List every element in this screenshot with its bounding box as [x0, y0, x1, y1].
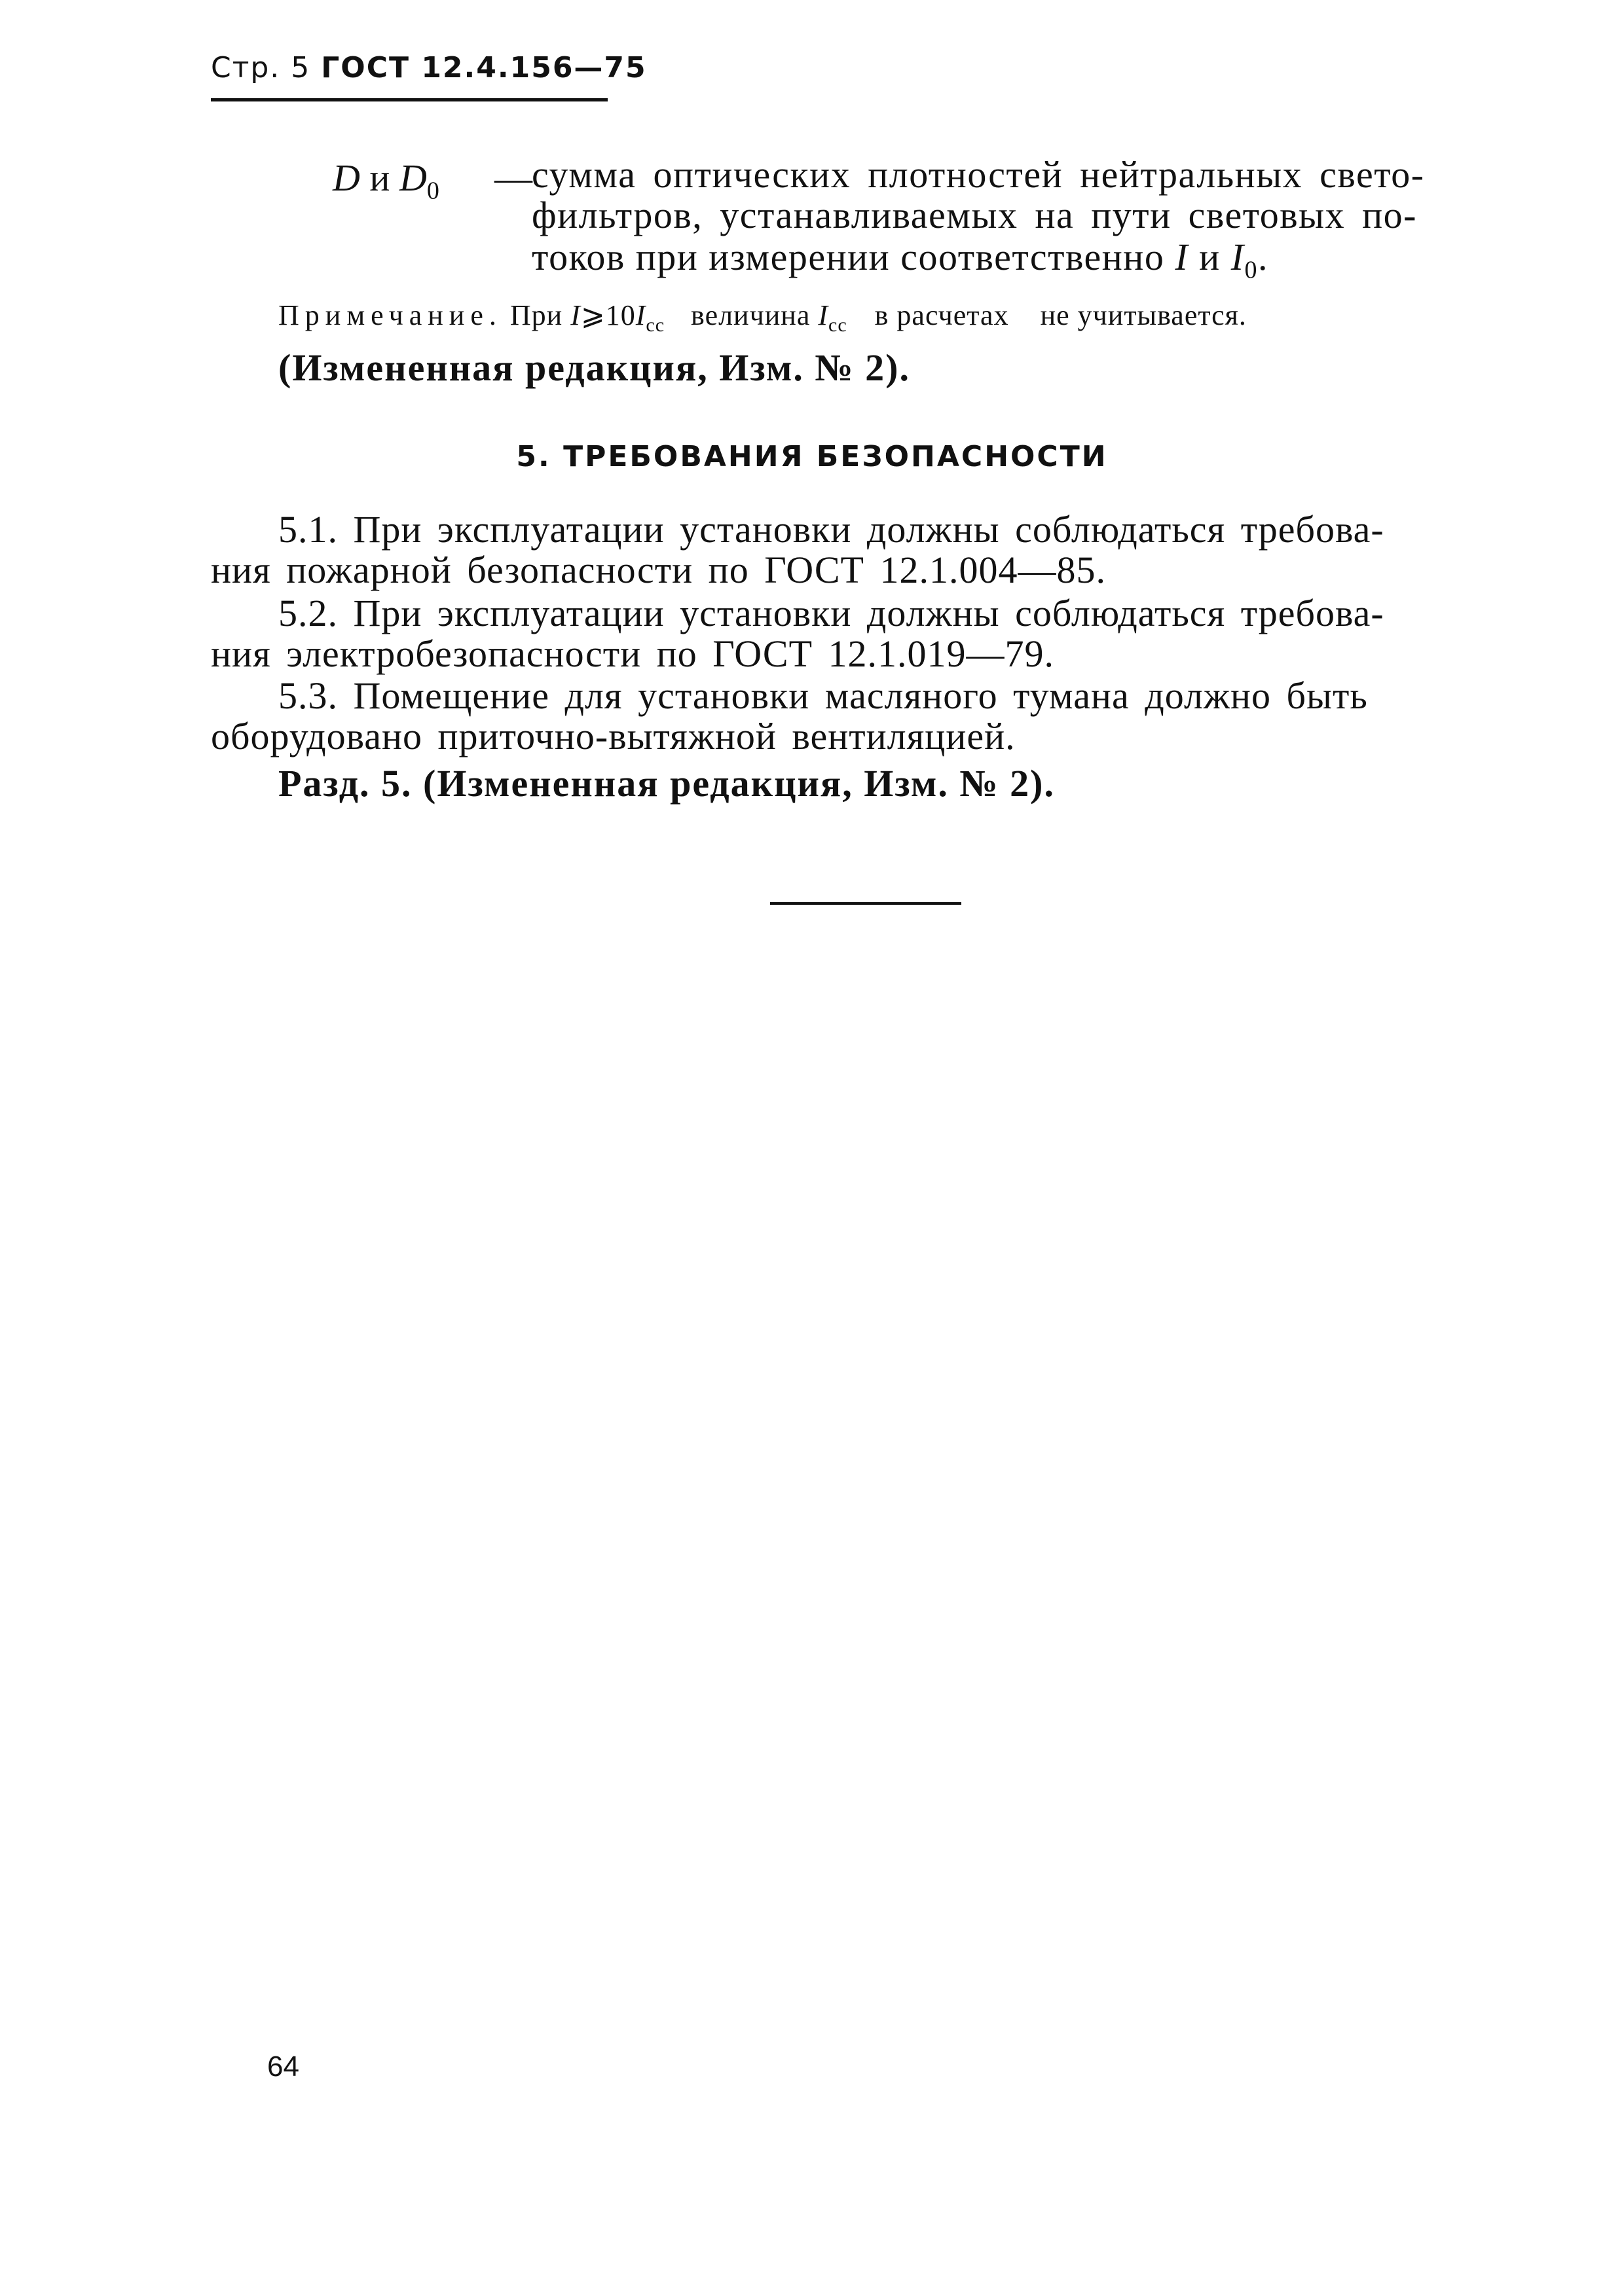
definition-line-1: сумма оптических плотностей нейтральных свето- — [532, 153, 1425, 196]
definition-line-3-text: токов при измерении соответственно — [532, 236, 1175, 278]
symbol-i0: I — [1230, 236, 1245, 278]
note-label: Примечание. — [278, 299, 502, 331]
note-v-raschetah: в расчетах — [874, 299, 1009, 331]
end-rule — [770, 902, 961, 905]
paragraph-5-1-line-1: 5.1. При эксплуатации установки должны соблюдаться требова- — [278, 508, 1384, 551]
page-header — [211, 51, 647, 84]
term-and: и — [369, 156, 390, 199]
note-val-icc-sub: cc — [828, 314, 847, 336]
note-velichina: величина — [691, 299, 811, 331]
page-number: 64 — [267, 2050, 299, 2083]
definition-line-2: фильтров, устанавливаемых на пути световых по- — [532, 194, 1417, 236]
note-cond-i: I — [570, 299, 581, 331]
note-pri: При — [509, 299, 563, 331]
note-val-icc: I — [818, 299, 829, 331]
standard-number: ГОСТ 12.4.156—75 — [321, 51, 647, 84]
amendment-note: (Измененная редакция, Изм. № 2). — [278, 346, 910, 389]
symbol-i: I — [1175, 236, 1189, 278]
definition-line-3-and: и — [1189, 236, 1231, 278]
definition-line-3 — [532, 238, 1268, 283]
symbol-i0-sub: 0 — [1244, 256, 1259, 284]
header-rule — [211, 98, 608, 101]
note — [278, 299, 1247, 337]
term-d: D — [333, 156, 360, 199]
definition-term — [333, 156, 439, 206]
term-d0-sub: 0 — [426, 177, 439, 205]
note-cond-ge: ⩾10 — [580, 299, 636, 331]
paragraph-5-3-line-2: оборудовано приточно-вытяжной вентиляцией. — [211, 715, 1016, 757]
page-prefix: Стр. 5 — [211, 51, 311, 84]
section-title: 5. ТРЕБОВАНИЯ БЕЗОПАСНОСТИ — [516, 440, 1108, 473]
paragraph-5-3-line-1: 5.3. Помещение для установки масляного тумана должно быть — [278, 674, 1368, 717]
definition-line-3-end: . — [1258, 236, 1269, 278]
definition-dash: — — [494, 156, 532, 199]
note-cond-icc: I — [635, 299, 646, 331]
note-ne-uchityvaetsya: не учитывается. — [1040, 299, 1247, 331]
section-amendment: Разд. 5. (Измененная редакция, Изм. № 2). — [278, 762, 1055, 805]
note-cond-icc-sub: cc — [646, 314, 665, 336]
paragraph-5-1-line-2: ния пожарной безопасности по ГОСТ 12.1.004—85. — [211, 549, 1106, 591]
paragraph-5-2-line-2: ния электробезопасности по ГОСТ 12.1.019—79. — [211, 632, 1054, 675]
paragraph-5-2-line-1: 5.2. При эксплуатации установки должны соблюдаться требова- — [278, 592, 1384, 634]
term-d0: D — [399, 156, 427, 199]
